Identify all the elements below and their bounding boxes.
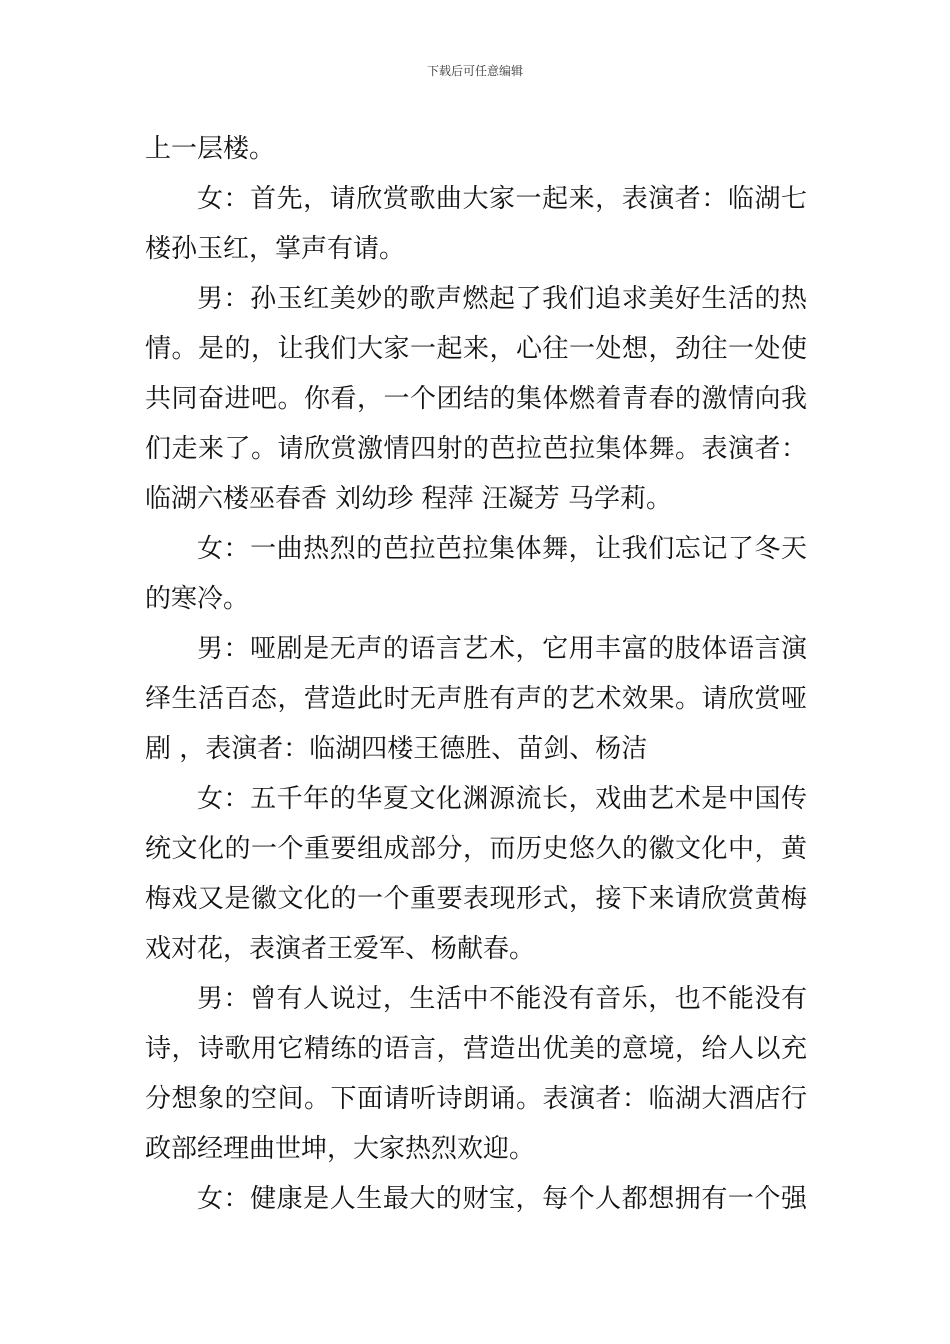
- text-line: 男：曾有人说过，生活中不能没有音乐，也不能没有: [197, 984, 807, 1014]
- text-line: 诗，诗歌用它精练的语言，营造出优美的意境，给人以充: [145, 1034, 807, 1064]
- text-line: 的寒冷。: [145, 584, 250, 614]
- text-line: 男：哑剧是无声的语言艺术，它用丰富的肢体语言演: [197, 634, 807, 664]
- text-line: 女：首先，请欣赏歌曲大家一起来，表演者：临湖七: [197, 184, 807, 214]
- text-line: 楼孙玉红，掌声有请。: [145, 234, 406, 264]
- text-line: 绎生活百态，营造此时无声胜有声的艺术效果。请欣赏哑: [145, 684, 807, 714]
- text-line: 上一层楼。: [145, 134, 276, 164]
- paragraph: [145, 1178, 807, 1228]
- paragraph: [145, 628, 807, 778]
- paragraph: [145, 978, 807, 1178]
- page-header: 下载后可任意编辑: [426, 64, 523, 78]
- text-line: 情。是的，让我们大家一起来，心往一处想，劲往一处使: [145, 334, 807, 364]
- paragraph: [145, 128, 807, 178]
- text-line: 梅戏又是徽文化的一个重要表现形式，接下来请欣赏黄梅: [145, 884, 807, 914]
- document-body: [145, 128, 807, 1228]
- text-line: 政部经理曲世坤，大家热烈欢迎。: [145, 1134, 536, 1164]
- text-line: 临湖六楼巫春香 刘幼珍 程萍 汪凝芳 马学莉。: [145, 484, 673, 514]
- paragraph: [145, 778, 807, 978]
- text-line: 女：五千年的华夏文化渊源流长，戏曲艺术是中国传: [197, 784, 807, 814]
- text-line: 男：孙玉红美妙的歌声燃起了我们追求美好生活的热: [197, 284, 807, 314]
- text-line: 女：健康是人生最大的财宝，每个人都想拥有一个强: [197, 1184, 807, 1214]
- text-line: 女：一曲热烈的芭拉芭拉集体舞，让我们忘记了冬天: [197, 534, 807, 564]
- text-line: 戏对花，表演者王爱军、杨献春。: [145, 934, 536, 964]
- paragraph: [145, 178, 807, 278]
- text-line: 剧 ，表演者：临湖四楼王德胜、苗剑、杨洁: [145, 734, 648, 764]
- paragraph: [145, 278, 807, 528]
- text-line: 分想象的空间。下面请听诗朗诵。表演者：临湖大酒店行: [145, 1084, 807, 1114]
- text-line: 们走来了。请欣赏激情四射的芭拉芭拉集体舞。表演者：: [145, 434, 807, 464]
- paragraph: [145, 528, 807, 628]
- text-line: 统文化的一个重要组成部分，而历史悠久的徽文化中，黄: [145, 834, 807, 864]
- text-line: 共同奋进吧。你看，一个团结的集体燃着青春的激情向我: [145, 384, 807, 414]
